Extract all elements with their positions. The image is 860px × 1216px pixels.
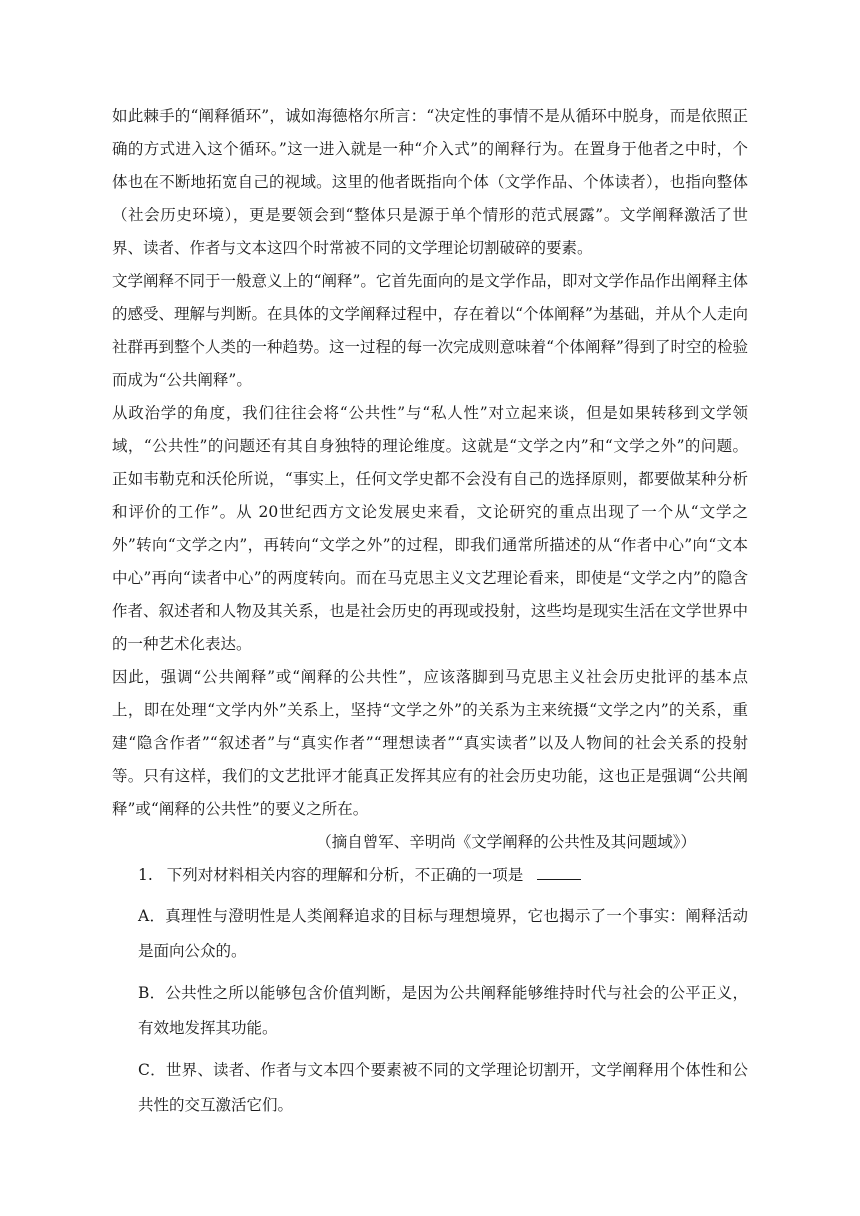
option-a: A．真理性与澄明性是人类阐释追求的目标与理想境界，它也揭示了一个事实：阐释活动是面向公众的。 [138, 907, 748, 960]
paragraph-1: 如此棘手的“阐释循环”，诚如海德格尔所言：“决定性的事情不是从循环中脱身，而是依照正确的方式进入这个循环。”这一进入就是一种“介入式”的阐释行为。在置身于他者之中时，个体也在不断地拓宽自己的视域。这里的他者既指向个体（文学作品、个体读者），也指向整体（社会历史环境），更是要领会到“整体只是源于单个情形的范式展露”。文学阐释激活了世界、读者、作者与文本这四个时常被不同的文学理论切割破碎的要素。 [112, 107, 748, 257]
paragraph-4: 因此，强调“公共阐释”或“阐释的公共性”，应该落脚到马克思主义社会历史批评的基本点上，即在处理“文学内外”关系上，坚持“文学之外”的关系为主来统摄“文学之内”的关系，重建“隐含作者”“叙述者”与“真实作者”“理想读者”“真实读者”以及人物间的社会关系的投射等。只有这样，我们的文艺批评才能真正发挥其应有的社会历史功能，这也正是强调“公共阐释”或“阐释的公共性”的要义之所在。 [112, 668, 748, 818]
option-b: B．公共性之所以能够包含价值判断，是因为公共阐释能够维持时代与社会的公平正义，有效地发挥其功能。 [138, 984, 748, 1037]
paragraph-2: 文学阐释不同于一般意义上的“阐释”。它首先面向的是文学作品，即对文学作品作出阐释主体的感受、理解与判断。在具体的文学阐释过程中，存在着以“个体阐释”为基础，并从个人走向社群再到整个人类的一种趋势。这一过程的每一次完成则意味着“个体阐释”得到了时空的检验而成为“公共阐释”。 [112, 272, 748, 389]
document-page [112, 100, 748, 1123]
question-1 [112, 859, 748, 892]
source-citation: （摘自曾军、辛明尚《文学阐释的公共性及其问题域》） [316, 833, 696, 851]
paragraph-3: 从政治学的角度，我们往往会将“公共性”与“私人性”对立起来谈，但是如果转移到文学领域，“公共性”的问题还有其自身独特的理论维度。这就是“文学之内”和“文学之外”的问题。正如韦勒克和沃伦所说，“事实上，任何文学史都不会没有自己的选择原则，都要做某种分析和评价的工作”。从 20世纪西方文论发展史来看，文论研究的重点出现了一个从“文学之外”转向“文学之内”，再转向“文学之外”的过程，即我们通常所描述的从“作者中心”向“文本中心”再向“读者中心”的两度转向。而在马克思主义文艺理论看来，即使是“文学之内”的隐含作者、叙述者和人物及其关系，也是社会历史的再现或投射，这些均是现实生活在文学世界中的一种艺术化表达。 [112, 404, 748, 653]
option-c: C．世界、读者、作者与文本四个要素被不同的文学理论切割开，文学阐释用个体性和公共性的交互激活它们。 [138, 1061, 748, 1114]
answer-blank[interactable] [537, 865, 581, 880]
question-stem: 下列对材料相关内容的理解和分析，不正确的一项是 [166, 866, 524, 884]
question-number: 1. [138, 866, 153, 884]
